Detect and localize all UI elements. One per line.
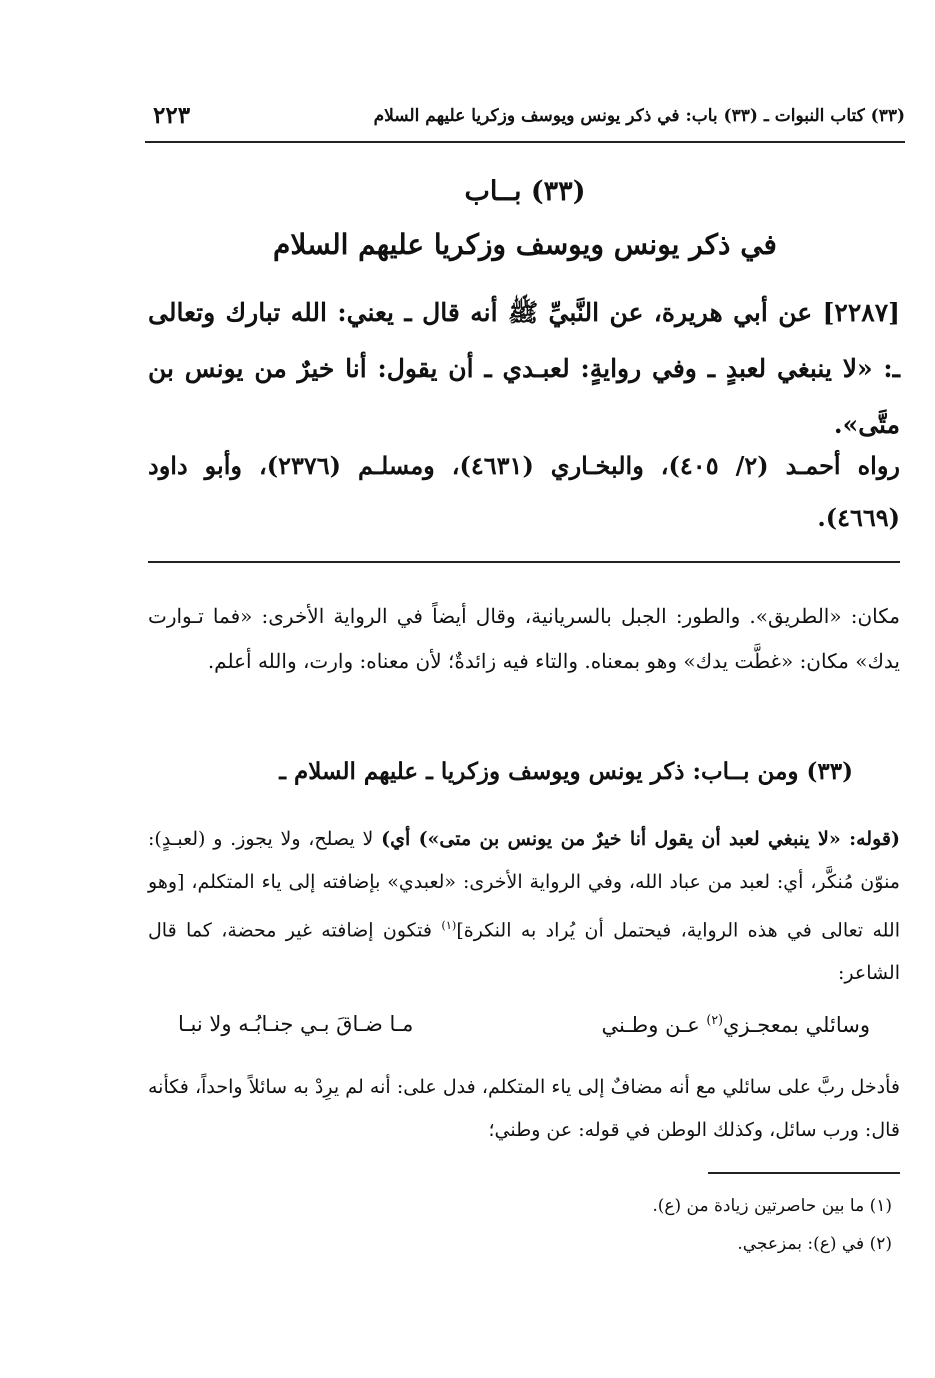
commentary-paragraph (148, 818, 900, 995)
commentary-text-2: فتكون إضافته غير محضة، كما قال الشاعر: (148, 919, 900, 985)
verse-first-part: وسائلي بمعجـزي (723, 1013, 870, 1037)
footnote-ref-2[interactable]: (٢) (706, 1012, 724, 1027)
footnote-2: (٢) في (ع): بمزعجي. (737, 1234, 892, 1254)
hadith-body: عن أبي هريرة، عن النَّبيِّ ﷺ أنه قال ـ يعني: الله تبارك وتعالى ـ: «لا ينبغي لعبدٍ ـ وفي روايةٍ: لعبـدي ـ أن يقول: أنا خيرٌ من يونس بن متَّى». (148, 298, 900, 439)
poetry-verse (170, 1012, 870, 1052)
chapter-title: في ذكر يونس ويوسف وزكريا عليهم السلام (273, 228, 777, 261)
chapter-number: (٣٣) بــاب (464, 176, 586, 207)
commentary-heading: (٣٣) ومن بــاب: ذكر يونس ويوسف وزكريا ـ عليهم السلام ـ (279, 758, 853, 785)
running-header (145, 100, 905, 140)
footnote-ref-1[interactable]: (١) (441, 918, 457, 932)
running-title: (٣٣) كتاب النبوات ـ (٣٣) باب: في ذكر يونس ويوسف وزكريا عليهم السلام (373, 106, 905, 126)
quoted-phrase: (قوله: «لا ينبغي لعبد أن يقول أنا خيرٌ من يونس بن متى») أي) (381, 828, 900, 850)
footnotes (148, 1187, 900, 1263)
hadith-text (148, 285, 900, 453)
commentary-after-verse: فأدخل ربَّ على سائلي مع أنه مضافٌ إلى ياء المتكلم، فدل على: أنه لم يرِدْ به سائلاً واحداً، فكأنه قال: ورب سائل، وكذلك الوطن في قوله: عن وطني؛ (148, 1076, 900, 1141)
hadith-number: [٢٢٨٧] (822, 298, 900, 327)
page-number: ٢٢٣ (153, 102, 191, 129)
verse-first-hemistich (602, 1012, 870, 1037)
section-divider (148, 561, 900, 563)
footnote-1: (١) ما بين حاصرتين زيادة من (ع). (652, 1196, 892, 1216)
footnote-divider (708, 1172, 900, 1174)
verse-first-rest: عـن وطـني (601, 1013, 707, 1037)
commentary-text-1: لا يصلح، ولا يجوز. و (لعبـدٍ): منوّن مُنكَّر، أي: لعبد من عباد الله، وفي الرواية الأخرى: «لعبدي» بإضافته إلى ياء المتكلم، [وهو الله تعالى في هذه الرواية، فيحتمل أن يُراد به النكرة] (148, 828, 900, 942)
verse-second-hemistich: مـا ضـاقَ بـي جنـابُـه ولا نبـا (178, 1012, 414, 1036)
hadith-takhrij: رواه أحمـد (٢/ ٤٠٥)، والبخـاري (٤٦٣١)، ومسلـم (٢٣٧٦)، وأبو داود (٤٦٦٩). (148, 451, 901, 532)
commentary-continuation: مكان: «الطريق». والطور: الجبل بالسريانية، وقال أيضاً في الرواية الأخرى: «فما تـوارت يدك» مكان: «غطَّت يدك» وهو بمعناه. والتاء فيه زائدةٌ؛ لأن معناه: وارت، والله أعلم. (148, 604, 900, 673)
header-divider (145, 141, 905, 143)
